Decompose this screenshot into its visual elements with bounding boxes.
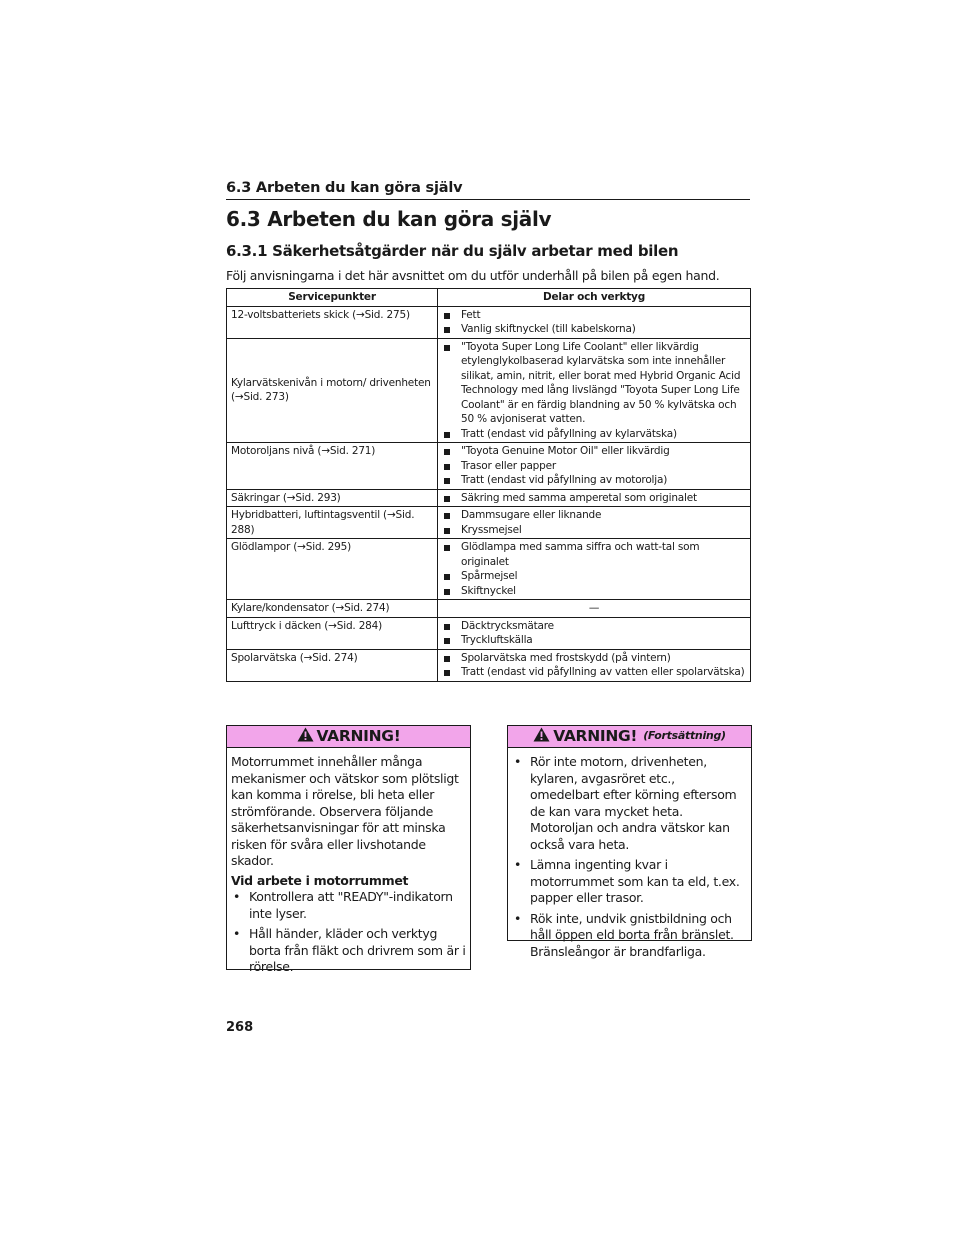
list-item: Spårmejsel	[442, 569, 746, 584]
warning-subheading: Vid arbete i motorrummet	[231, 872, 409, 888]
list-item: Trasor eller papper	[442, 459, 746, 474]
warning-triangle-icon	[533, 727, 550, 746]
list-item: • Rör inte motorn, drivenheten, kylaren, avgasröret etc., omedelbart efter körning eftersom de kan vara mycket heta. Motoroljan och andra vätskor kan också vara heta.	[512, 754, 747, 853]
service-point: Säkringar (→Sid. 293)	[227, 489, 438, 507]
list-item: Tryckluftskälla	[442, 633, 746, 648]
table-row	[227, 617, 751, 649]
service-point: Lufttryck i däcken (→Sid. 284)	[227, 617, 438, 649]
parts-cell	[438, 443, 751, 490]
table-row	[227, 489, 751, 507]
running-header: 6.3 Arbeten du kan göra själv	[226, 180, 750, 200]
list-item: • Lämna ingenting kvar i motorrummet som kan ta eld, t.ex. papper eller trasor.	[512, 857, 747, 907]
table-row	[227, 306, 751, 338]
list-item: Glödlampa med samma siffra och watt-tal som originalet	[442, 540, 746, 569]
parts-cell	[438, 617, 751, 649]
warning-triangle-icon	[297, 727, 314, 746]
service-point: Kylarvätskenivån i motorn/ drivenheten (→Sid. 273)	[227, 338, 438, 443]
list-item: Tratt (endast vid påfyllning av motorolja)	[442, 473, 746, 488]
header-service-points: Servicepunkter	[227, 289, 438, 307]
list-item: Spolarvätska med frostskydd (på vintern)	[442, 651, 746, 666]
table-row	[227, 338, 751, 443]
list-item: Skiftnyckel	[442, 584, 746, 599]
service-point: Hybridbatteri, luftintagsventil (→Sid. 288)	[227, 507, 438, 539]
parts-cell	[438, 649, 751, 681]
parts-cell	[438, 507, 751, 539]
warning-continued-label: (Fortsättning)	[643, 729, 726, 743]
list-item: Säkring med samma amperetal som originalet	[442, 491, 746, 506]
list-item: Däcktrycksmätare	[442, 619, 746, 634]
list-item: • Rök inte, undvik gnistbildning och håll öppen eld borta från bränslet. Bränsleångor är brandfarliga.	[512, 911, 747, 961]
parts-cell	[438, 489, 751, 507]
header-parts-tools: Delar och verktyg	[438, 289, 751, 307]
section-title: 6.3 Arbeten du kan göra själv	[226, 207, 552, 231]
page-number: 268	[226, 1020, 254, 1035]
list-item: Vanlig skiftnyckel (till kabelskorna)	[442, 322, 746, 337]
parts-cell	[438, 539, 751, 600]
warning-title: VARNING!	[316, 727, 401, 746]
warning-title: VARNING!	[553, 727, 638, 746]
service-table	[226, 288, 751, 682]
table-header-row	[227, 289, 751, 307]
list-item: Fett	[442, 308, 746, 323]
parts-cell-empty: —	[438, 600, 751, 618]
service-point: Glödlampor (→Sid. 295)	[227, 539, 438, 600]
service-point: Spolarvätska (→Sid. 274)	[227, 649, 438, 681]
table-row	[227, 649, 751, 681]
list-item: Tratt (endast vid påfyllning av vatten eller spolarvätska)	[442, 665, 746, 680]
warning-header	[227, 726, 470, 748]
warning-text: Motorrummet innehåller många mekanismer och vätskor som plötsligt kan komma i rörelse, bli heta eller strömförande. Observera följande säkerhetsanvisningar för att minska risken för svåra eller livshotande skador.	[231, 754, 459, 868]
warning-box-left	[226, 725, 471, 974]
list-item: • Håll händer, kläder och verktyg borta från fläkt och drivrem som är i rörelse.	[231, 926, 466, 976]
warning-box-right	[507, 725, 752, 959]
list-item: Tratt (endast vid påfyllning av kylarvätska)	[442, 427, 746, 442]
parts-cell	[438, 306, 751, 338]
list-item: Dammsugare eller liknande	[442, 508, 746, 523]
service-point: 12-voltsbatteriets skick (→Sid. 275)	[227, 306, 438, 338]
list-item: • Kontrollera att "READY"-indikatorn inte lyser.	[231, 889, 466, 922]
list-item: Kryssmejsel	[442, 523, 746, 538]
service-point: Kylare/kondensator (→Sid. 274)	[227, 600, 438, 618]
table-row	[227, 539, 751, 600]
service-point: Motoroljans nivå (→Sid. 271)	[227, 443, 438, 490]
table-row	[227, 443, 751, 490]
list-item: "Toyota Super Long Life Coolant" eller likvärdig etylenglykolbaserad kylarvätska som inte innehåller silikat, amin, nitrit, eller borat med Hybrid Organic Acid Technology med lång livslängd "Toyota Super Long Life Coolant" är en färdig blandning av 50 % kylvätska och 50 % avjoniserat vatten.	[442, 340, 746, 427]
table-row	[227, 507, 751, 539]
list-item: "Toyota Genuine Motor Oil" eller likvärdig	[442, 444, 746, 459]
table-row	[227, 600, 751, 618]
warning-header	[508, 726, 751, 748]
subsection-title: 6.3.1 Säkerhetsåtgärder när du själv arbetar med bilen	[226, 242, 679, 260]
parts-cell	[438, 338, 751, 443]
intro-text: Följ anvisningarna i det här avsnittet om du utför underhåll på bilen på egen hand.	[226, 268, 720, 283]
